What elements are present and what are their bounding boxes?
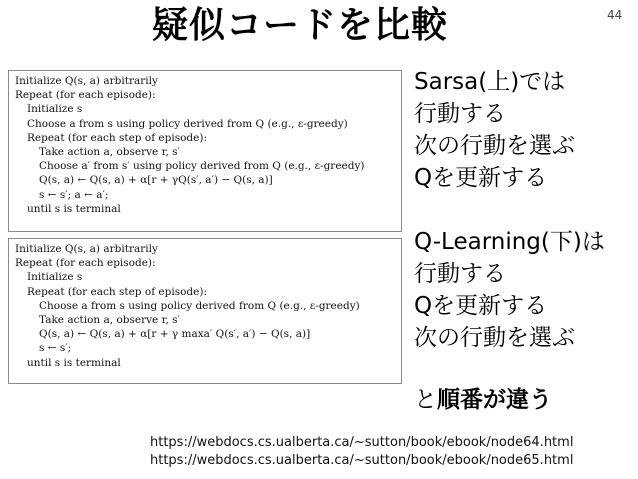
code-line: s ← s′; (39, 342, 72, 355)
conclusion-emphasis: 順番が違う (437, 387, 552, 413)
note-line: Sarsa(上)では (414, 69, 566, 95)
note-line: 次の行動を選ぶ (414, 133, 575, 159)
code-line: Choose a′ from s′ using policy derived from Q (e.g., ε-greedy) (39, 160, 365, 173)
code-line: Initialize s (27, 271, 83, 284)
note-line: Q-Learning(下)は (414, 229, 605, 255)
reference-url[interactable]: https://webdocs.cs.ualberta.ca/~sutton/book/ebook/node65.html (150, 453, 574, 468)
reference-url[interactable]: https://webdocs.cs.ualberta.ca/~sutton/book/ebook/node64.html (150, 435, 574, 450)
qlearning-note (414, 226, 634, 354)
note-line: 次の行動を選ぶ (414, 325, 575, 351)
note-line: Qを更新する (414, 165, 548, 191)
code-line: Choose a from s using policy derived from Q (e.g., ε-greedy) (39, 299, 360, 312)
page-number: 44 (607, 8, 623, 22)
conclusion-prefix: と (414, 387, 437, 413)
code-line: Take action a, observe r, s′ (39, 146, 180, 159)
sarsa-pseudocode-box (8, 70, 402, 232)
code-line: Initialize Q(s, a) arbitrarily (15, 75, 158, 87)
sarsa-note (414, 66, 634, 194)
code-line: Repeat (for each episode): (15, 89, 156, 102)
code-line: Repeat (for each step of episode): (27, 131, 207, 144)
code-line: s ← s′; a ← a′; (39, 188, 109, 201)
code-line: Initialize Q(s, a) arbitrarily (15, 243, 158, 255)
code-line: Q(s, a) ← Q(s, a) + α[r + γQ(s′, a′) − Q(s, a)] (39, 174, 273, 187)
note-line: 行動する (414, 101, 506, 127)
code-line: until s is terminal (27, 202, 121, 215)
code-line: Q(s, a) ← Q(s, a) + α[r + γ maxa′ Q(s′, a′) − Q(s, a)] (39, 328, 311, 341)
code-line: Repeat (for each episode): (15, 257, 156, 270)
conclusion (414, 384, 552, 416)
code-line: Initialize s (27, 103, 83, 116)
code-line: Repeat (for each step of episode): (27, 285, 207, 298)
code-line: until s is terminal (27, 356, 121, 369)
note-line: 行動する (414, 261, 506, 287)
code-line: Take action a, observe r, s′ (39, 314, 180, 327)
qlearning-pseudocode-box (8, 238, 402, 384)
reference-links (150, 434, 573, 470)
slide-title: 疑似コードを比較 (152, 5, 449, 46)
note-line: Qを更新する (414, 293, 548, 319)
code-line: Choose a from s using policy derived from Q (e.g., ε-greedy) (27, 117, 348, 130)
